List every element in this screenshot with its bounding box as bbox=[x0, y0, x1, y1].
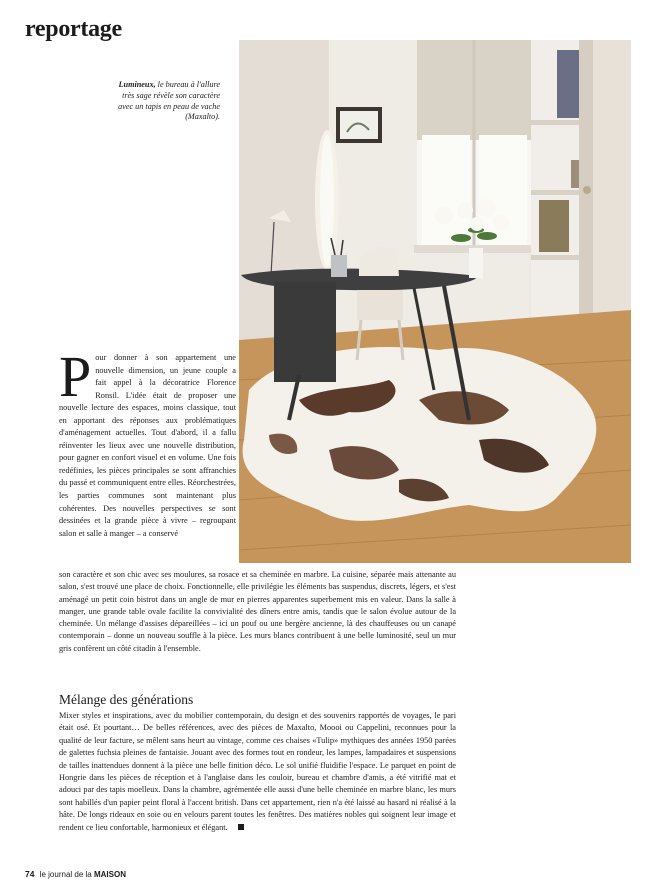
drop-cap: P bbox=[59, 344, 92, 409]
article-paragraph-2 bbox=[59, 710, 456, 834]
section-title: reportage bbox=[25, 16, 122, 42]
paragraph-2-text: Mixer styles et inspirations, avec du mobilier contemporain, du design et des souvenirs rapportés de voyages, le pari était osé. Et pourtant… De belles références, avec des pièces de Maxalto, Moooi ou Cappelini, reconnues pour la qualité de leur facture, se mêlent sans heurt au vintage, comme ces chaises «Tulip» mythiques des années 1950 parées de galettes fuchsia pleines de fantaisie. Jouant avec des formes tout en rondeur, les lampes, lampadaires et suspensions de tailles inattendues donnent à la pièce une belle finition déco. Le sol unifié fluidifie l'espace. Le parquet en point de Hongrie dans les pièces de réception et à l'anglaise dans les couloir, bureau et chambre d'amis, a été vitrifié mat et adouci par des tapis moelleux. Dans la chambre, agrémentée elle aussi d'une belle cheminée en marbre blanc, les murs sont habillés d'un papier peint floral à l'accent british. Dans cet appartement, rien n'a été laissé au hasard ni réalisé à la hâte. De longs rideaux en soie ou en velours parent toutes les fenêtres. Des matières nobles qui soignent leur image et rendent ce lieu confortable, harmonieux et élégant. bbox=[59, 711, 456, 832]
end-of-article-square-icon bbox=[238, 824, 244, 830]
magazine-prefix: le journal de la bbox=[39, 870, 92, 879]
caption-lead: Lumineux, bbox=[118, 80, 156, 89]
article-intro bbox=[59, 344, 236, 540]
photo-caption bbox=[115, 80, 220, 123]
office-room-photo bbox=[239, 40, 631, 563]
page-footer bbox=[25, 869, 126, 879]
magazine-name: MAISON bbox=[93, 870, 126, 879]
article-paragraph-1: son caractère et son chic avec ses moulures, sa rosace et sa cheminée en marbre. La cuisine, séparée mais attenante au salon, s'est trouvé une place de choix. Fonctionnelle, elle privilégie les éléments bas suspendus, discrets, légers, et s'est aménagé un petit coin bistrot dans un angle de mur en pierres apparentes superbement mis en valeur. Dans la salle à manger, une grande table ovale facilite la convivialité des dîners entre amis, tandis que le salon évolue autour de la cheminée. Un mélange d'assises dépareillées – ici un pouf ou une bergère ancienne, là des chauffeuses ou un canapé contemporain – donne un nouveau souffle à la pièce. Les murs blancs contribuent à une belle luminosité, seul un mur gris confèrent un côté citadin à l'ensemble. bbox=[59, 570, 456, 653]
article-subheading: Mélange des générations bbox=[59, 692, 194, 707]
caption-text: le bureau à l'allure très sage révèle son caractère avec un tapis en peau de vache (Maxalto). bbox=[118, 80, 220, 122]
intro-text: our donner à son appartement une nouvelle dimension, un jeune couple a fait appel à la décoratrice Florence Ronsil. L'idée était de proposer une nouvelle lecture des espaces, moins classique, tout en apportant des réponses aux problématiques d'aménagement actuelles. Tout d'abord, il a fallu réinventer les lieux avec une nouvelle distribution, pour gagner en confort visuel et en volume. Une fois redéfinies, les pièces principales se sont affranchies du passé et communiquent entre elles. Réorchestrées, les parties communes sont maintenant plus cohérentes. Des nouvelles perspectives se sont dessinées et la grande pièce à vivre – regroupant salon et salle à manger – a conservé bbox=[59, 353, 236, 538]
page-number: 74 bbox=[25, 869, 35, 879]
